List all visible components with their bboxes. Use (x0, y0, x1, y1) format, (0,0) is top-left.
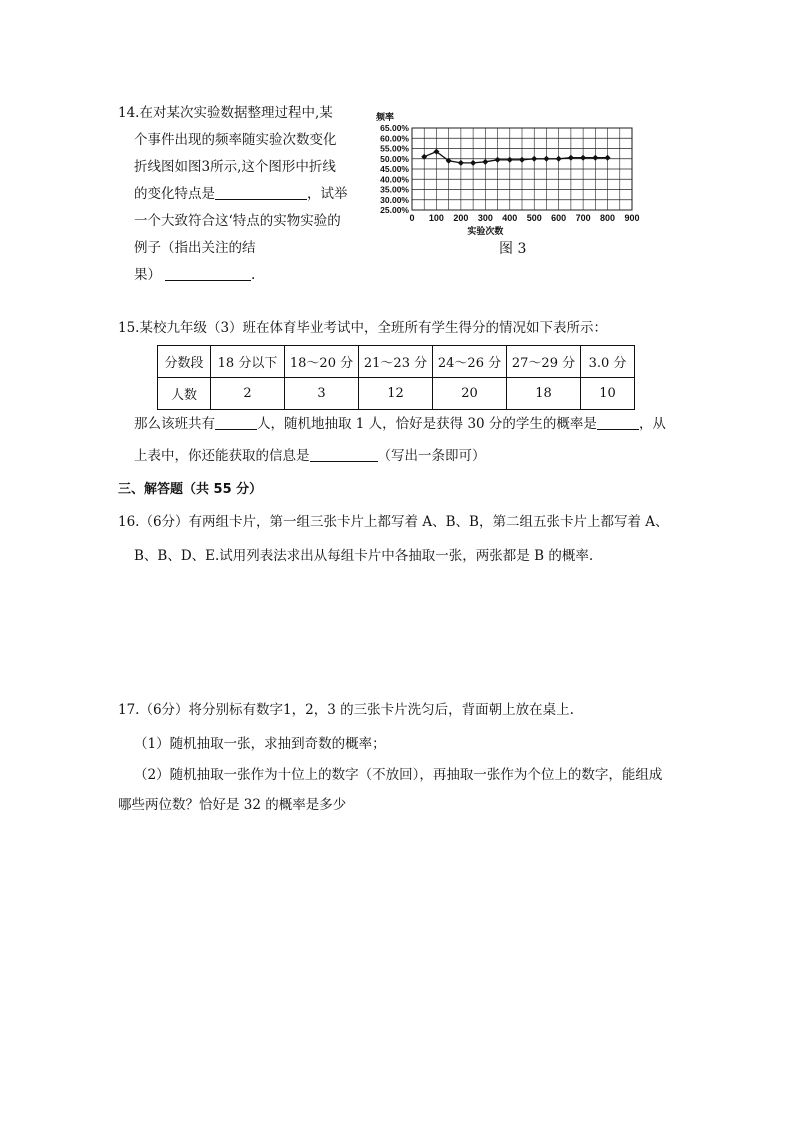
q14-line: 14.在对某次实验数据整理过程中,某 (118, 105, 333, 121)
y-tick-label: 25.00% (380, 205, 409, 215)
q15-line: 上表中，你还能获取的信息是 （写出一条即可） (134, 448, 486, 464)
x-tick-label: 800 (600, 213, 616, 223)
table-row (158, 346, 635, 378)
question-17-line: 哪些两位数？恰好是 32 的概率是多少 (118, 797, 347, 813)
answer-blank[interactable] (310, 447, 378, 462)
table-cell: 10 (581, 378, 635, 410)
section-heading: 三、解答题（共 55 分） (118, 482, 263, 497)
answer-blank[interactable] (597, 415, 639, 430)
y-tick-label: 35.00% (380, 184, 409, 195)
table-cell: 3 (285, 378, 359, 410)
y-tick-label: 55.00% (380, 143, 409, 154)
q14-line: 果） . (134, 267, 256, 283)
answer-blank[interactable] (215, 185, 307, 200)
table-cell: 分数段 (158, 346, 211, 378)
table-cell: 20 (433, 378, 507, 410)
q14-line: 例子（指出关注的结 (134, 240, 256, 256)
x-tick-label: 500 (526, 213, 542, 223)
y-tick-label: 40.00% (380, 174, 409, 185)
y-axis-label: 频率 (376, 113, 395, 123)
x-tick-label: 200 (453, 213, 469, 223)
table-cell: 18～20 分 (285, 346, 359, 378)
table-cell: 27～29 分 (507, 346, 581, 378)
table-cell: 人数 (158, 378, 211, 410)
table-row (158, 378, 635, 410)
table-cell: 18 分以下 (211, 346, 285, 378)
x-tick-label: 0 (409, 213, 415, 223)
x-tick-label: 400 (502, 213, 518, 223)
x-tick-label: 600 (551, 213, 567, 223)
table-cell: 21～23 分 (359, 346, 433, 378)
y-tick-label: 50.00% (380, 153, 409, 164)
score-table (157, 345, 635, 410)
q14-line: 个事件出现的频率随实验次数变化 (134, 132, 337, 148)
table-cell: 12 (359, 378, 433, 410)
x-tick-label: 900 (624, 213, 640, 223)
x-tick-label: 100 (428, 213, 444, 223)
y-tick-label: 60.00% (380, 133, 409, 144)
q14-line: 的变化特点是 ，试举 (134, 186, 348, 202)
table-cell: 3.0 分 (581, 346, 635, 378)
table-cell: 24～26 分 (433, 346, 507, 378)
question-17-line: （1）随机抽取一张，求抽到奇数的概率； (134, 736, 386, 752)
x-tick-label: 700 (575, 213, 591, 223)
x-tick-label: 300 (477, 213, 493, 223)
y-tick-label: 30.00% (380, 194, 409, 205)
question-17-line: 17.（6分）将分别标有数字1，2，3 的三张卡片洗匀后，背面朝上放在桌上. (118, 702, 574, 718)
q14-line: 一个大致符合这‘特点的实物实验的 (134, 213, 341, 229)
table-cell: 2 (211, 378, 285, 410)
answer-blank[interactable] (215, 415, 257, 430)
figure-label: 图 3 (499, 241, 527, 257)
x-axis-label: 实验次数 (467, 227, 504, 237)
table-cell: 18 (507, 378, 581, 410)
question-17-line: （2）随机抽取一张作为十位上的数字（不放回），再抽取一张作为个位上的数字，能组成 (134, 767, 663, 783)
y-tick-label: 65.00% (380, 123, 409, 133)
answer-blank[interactable] (165, 266, 251, 281)
question-14 (118, 100, 368, 289)
q14-line: 折线图如图3所示,这个图形中折线 (134, 159, 336, 175)
question-16-line: 16.（6分）有两组卡片，第一组三张卡片上都写着 A、B、B，第二组五张卡片上都写着 A、 (118, 514, 669, 530)
y-tick-label: 45.00% (380, 164, 409, 174)
question-15-title: 15.某校九年级（3）班在体育毕业考试中，全班所有学生得分的情况如下表所示： (118, 320, 608, 336)
frequency-line-chart (366, 108, 676, 258)
question-16-line: B、B、D、E.试用列表法求出从每组卡片中各抽取一张，两张都是 B 的概率. (134, 548, 594, 564)
chart-svg (366, 108, 676, 238)
q15-line: 那么该班共有 人，随机地抽取 1 人，恰好是获得 30 分的学生的概率是 ，从 (134, 416, 666, 432)
